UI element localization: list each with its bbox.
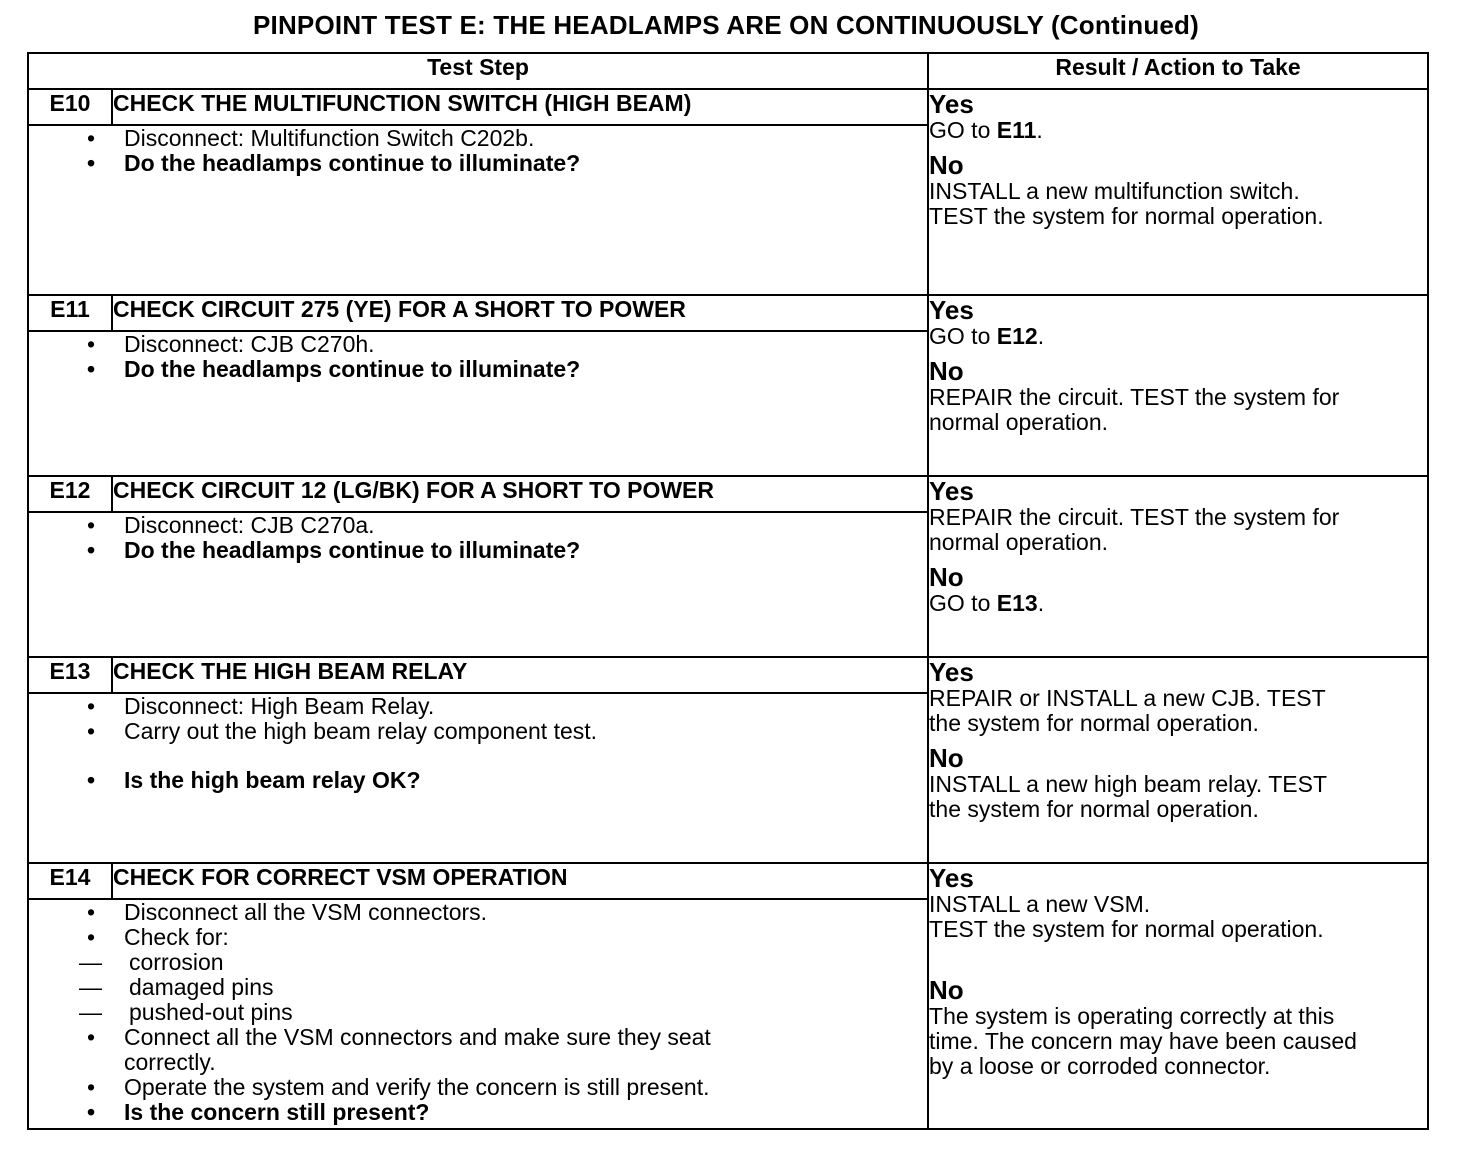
list-item: • Do the headlamps continue to illuminate? bbox=[87, 537, 581, 563]
step-body bbox=[28, 512, 928, 657]
step-heading-row bbox=[28, 863, 1428, 899]
step-result bbox=[928, 89, 1428, 295]
yes-action-line: REPAIR the circuit. TEST the system for bbox=[929, 504, 1340, 530]
step-heading: CHECK THE MULTIFUNCTION SWITCH (HIGH BEAM) bbox=[112, 89, 928, 125]
step-heading-row bbox=[28, 89, 1428, 125]
bullet-glyph: • bbox=[87, 693, 96, 719]
no-label: No bbox=[929, 150, 964, 180]
no-action-line: time. The concern may have been caused bbox=[929, 1028, 1357, 1054]
step-result bbox=[928, 657, 1428, 863]
yes-label: Yes bbox=[929, 476, 974, 506]
no-label: No bbox=[929, 743, 964, 773]
step-heading: CHECK CIRCUIT 12 (LG/BK) FOR A SHORT TO POWER bbox=[112, 476, 928, 512]
bullet-glyph: • bbox=[87, 356, 96, 382]
no-action-line: The system is operating correctly at this bbox=[929, 1003, 1335, 1029]
yes-label: Yes bbox=[929, 89, 974, 119]
step-number: E10 bbox=[28, 89, 112, 125]
bullet-glyph: • bbox=[87, 125, 96, 151]
sub-list-item: — damaged pins bbox=[79, 974, 274, 1000]
bullet-glyph: • bbox=[87, 718, 96, 744]
yes-action-line: TEST the system for normal operation. bbox=[929, 916, 1324, 942]
list-item: • Disconnect: CJB C270a. bbox=[87, 512, 375, 538]
bullet-glyph: • bbox=[87, 537, 96, 563]
step-heading-row bbox=[28, 295, 1428, 331]
sub-list-item: — pushed-out pins bbox=[79, 999, 293, 1025]
yes-action: GO to E11. bbox=[929, 117, 1043, 143]
no-action-line: REPAIR the circuit. TEST the system for bbox=[929, 384, 1340, 410]
dash-glyph: — bbox=[79, 999, 102, 1025]
no-action-line: INSTALL a new high beam relay. TEST bbox=[929, 771, 1328, 797]
no-label: No bbox=[929, 562, 964, 592]
step-heading: CHECK THE HIGH BEAM RELAY bbox=[112, 657, 928, 693]
bullet-glyph: • bbox=[87, 1099, 96, 1125]
list-item: • Operate the system and verify the concern is still present. bbox=[87, 1074, 710, 1100]
dash-glyph: — bbox=[79, 974, 102, 1000]
header-result: Result / Action to Take bbox=[928, 53, 1428, 89]
step-number: E12 bbox=[28, 476, 112, 512]
yes-action-line: normal operation. bbox=[929, 529, 1109, 555]
yes-label: Yes bbox=[929, 657, 974, 687]
list-item: • Is the concern still present? bbox=[87, 1099, 430, 1125]
no-action-line: the system for normal operation. bbox=[929, 796, 1259, 822]
step-result bbox=[928, 863, 1428, 1129]
bullet-glyph: • bbox=[87, 150, 96, 176]
step-result bbox=[928, 476, 1428, 657]
table-header-row bbox=[28, 53, 1428, 89]
step-heading-row bbox=[28, 476, 1428, 512]
step-body bbox=[28, 125, 928, 295]
no-action-line: by a loose or corroded connector. bbox=[929, 1053, 1271, 1079]
step-number: E14 bbox=[28, 863, 112, 899]
list-item: • Disconnect: Multifunction Switch C202b. bbox=[87, 125, 535, 151]
step-reference: E11 bbox=[996, 117, 1037, 143]
step-heading: CHECK FOR CORRECT VSM OPERATION bbox=[112, 863, 928, 899]
bullet-glyph: • bbox=[87, 767, 96, 793]
bullet-glyph: • bbox=[87, 1024, 96, 1050]
list-item: • Do the headlamps continue to illuminate? bbox=[87, 356, 581, 382]
step-reference: E12 bbox=[996, 323, 1038, 349]
step-body bbox=[28, 899, 928, 1129]
yes-action-line: INSTALL a new VSM. bbox=[929, 891, 1151, 917]
list-item: • Is the high beam relay OK? bbox=[87, 767, 421, 793]
list-item: • Disconnect all the VSM connectors. bbox=[87, 899, 488, 925]
step-body bbox=[28, 693, 928, 863]
no-action: GO to E13. bbox=[929, 590, 1045, 616]
list-item: • Connect all the VSM connectors and make sure they seat bbox=[87, 1024, 711, 1050]
yes-action-line: REPAIR or INSTALL a new CJB. TEST bbox=[929, 685, 1326, 711]
yes-action-line: the system for normal operation. bbox=[929, 710, 1259, 736]
step-number: E13 bbox=[28, 657, 112, 693]
bullet-glyph: • bbox=[87, 512, 96, 538]
step-heading-row bbox=[28, 657, 1428, 693]
bullet-glyph: • bbox=[87, 924, 96, 950]
bullet-glyph: • bbox=[87, 1074, 96, 1100]
step-reference: E13 bbox=[996, 590, 1038, 616]
bullet-glyph: • bbox=[87, 899, 96, 925]
step-result bbox=[928, 295, 1428, 476]
page-title: PINPOINT TEST E: THE HEADLAMPS ARE ON CONTINUOUSLY (Continued) bbox=[252, 10, 1199, 40]
no-action-line: INSTALL a new multifunction switch. bbox=[929, 178, 1300, 204]
list-item-continuation: correctly. bbox=[124, 1049, 216, 1075]
header-test-step: Test Step bbox=[28, 53, 928, 89]
no-label: No bbox=[929, 975, 964, 1005]
dash-glyph: — bbox=[79, 949, 102, 975]
yes-label: Yes bbox=[929, 863, 974, 893]
no-action-line: normal operation. bbox=[929, 409, 1109, 435]
list-item: • Disconnect: CJB C270h. bbox=[87, 331, 375, 357]
yes-label: Yes bbox=[929, 295, 974, 325]
list-item: • Disconnect: High Beam Relay. bbox=[87, 693, 435, 719]
sub-list-item: — corrosion bbox=[79, 949, 224, 975]
list-item: • Do the headlamps continue to illuminate? bbox=[87, 150, 581, 176]
bullet-glyph: • bbox=[87, 331, 96, 357]
step-body bbox=[28, 331, 928, 476]
yes-action: GO to E12. bbox=[929, 323, 1045, 349]
step-heading: CHECK CIRCUIT 275 (YE) FOR A SHORT TO POWER bbox=[112, 295, 928, 331]
step-number: E11 bbox=[28, 295, 112, 331]
list-item: • Carry out the high beam relay component test. bbox=[87, 718, 598, 744]
pinpoint-test-table bbox=[27, 52, 1429, 1130]
list-item: • Check for: — corrosion — damaged pins — pushed-out pins bbox=[124, 925, 927, 1025]
no-action-line: TEST the system for normal operation. bbox=[929, 203, 1324, 229]
no-label: No bbox=[929, 356, 964, 386]
